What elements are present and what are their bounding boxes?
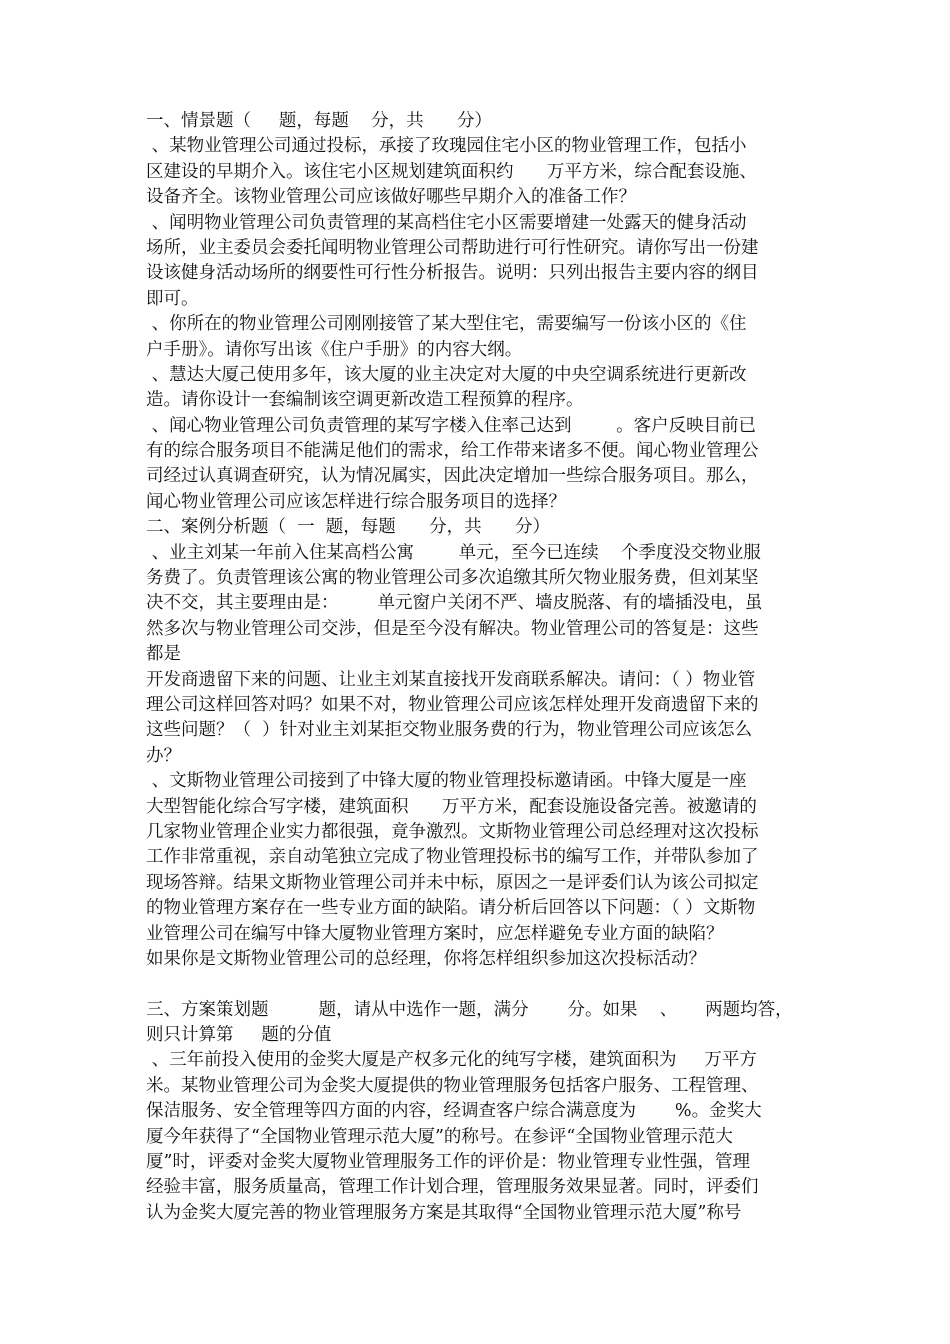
text-line: 、业主刘某一年前入住某高档公寓 单元，至今已连续 个季度没交物业服: [146, 542, 761, 563]
text-line: 办？: [146, 745, 181, 766]
text-line: 决不交，其主要理由是： 单元窗户关闭不严、墙皮脱落、有的墙插没电，虽: [146, 593, 763, 614]
text-line: 这些问题？（ ）针对业主刘某拒交物业服务费的行为，物业管理公司应该怎么: [146, 720, 753, 741]
text-line: 如果你是文斯物业管理公司的总经理，你将怎样组织参加这次投标活动？: [146, 948, 706, 969]
text-line: 二、案例分析题（ 一 题，每题 分，共 分）: [146, 517, 551, 538]
text-line: 现场答辩。结果文斯物业管理公司并未中标，原因之一是评委们认为该公司拟定: [146, 872, 759, 893]
document-body: [146, 109, 818, 1226]
text-line: 工作非常重视，亲自动笔独立完成了物业管理投标书的编写工作，并带队参加了: [146, 847, 759, 868]
text-line: 有的综合服务项目不能满足他们的需求，给工作带来诸多不便。闻心物业管理公: [146, 441, 759, 462]
text-line: 即可。: [146, 288, 199, 309]
text-line: 、慧达大厦己使用多年，该大厦的业主决定对大厦的中央空调系统进行更新改: [146, 364, 747, 385]
text-line: 设备齐全。该物业管理公司应该做好哪些早期介入的准备工作？: [146, 187, 636, 208]
text-line: 米。某物业管理公司为金奖大厦提供的物业管理服务包括客户服务、工程管理、: [146, 1075, 759, 1096]
text-line: 闻心物业管理公司应该怎样进行综合服务项目的选择？: [146, 491, 566, 512]
text-line: 、你所在的物业管理公司刚刚接管了某大型住宅，需要编写一份该小区的《住: [146, 314, 747, 335]
text-line: 、闻明物业管理公司负责管理的某高档住宅小区需要增建一处露天的健身活动: [146, 212, 747, 233]
text-line: 的物业管理方案存在一些专业方面的缺陷。请分析后回答以下问题：（ ）文斯物: [146, 898, 756, 919]
text-line: 都是: [146, 644, 181, 665]
text-line: 业管理公司在编写中锋大厦物业管理方案时，应怎样避免专业方面的缺陷？: [146, 923, 724, 944]
text-line: 、三年前投入使用的金奖大厦是产权多元化的纯写字楼，建筑面积为 万平方: [146, 1050, 757, 1071]
text-line: 则只计算第 题的分值: [146, 1025, 332, 1046]
text-line: 务费了。负责管理该公寓的物业管理公司多次追缴其所欠物业服务费，但刘某坚: [146, 568, 759, 589]
text-line: 保洁服务、安全管理等四方面的内容，经调查客户综合满意度为 %。金奖大: [146, 1101, 762, 1122]
text-line: 厦今年获得了“全国物业管理示范大厦”的称号。在参评“全国物业管理示范大: [146, 1126, 733, 1147]
text-line: 一、情景题（ 题，每题 分，共 分）: [146, 111, 492, 131]
text-line: 造。请你设计一套编制该空调更新改造工程预算的程序。: [146, 390, 584, 411]
text-line: 、某物业管理公司通过投标，承接了玫瑰园住宅小区的物业管理工作，包括小: [146, 136, 747, 157]
text-line: 、文斯物业管理公司接到了中锋大厦的物业管理投标邀请函。中锋大厦是一座: [146, 771, 747, 792]
text-line: 厦”时，评委对金奖大厦物业管理服务工作的评价是：物业管理专业性强，管理: [146, 1152, 750, 1173]
text-line: 然多次与物业管理公司交涉，但是至今没有解决。物业管理公司的答复是：这些: [146, 618, 759, 639]
text-line: 开发商遗留下来的问题、让业主刘某直接找开发商联系解决。请问：（ ）物业管: [146, 669, 756, 690]
text-line: 设该健身活动场所的纲要性可行性分析报告。说明：只列出报告主要内容的纲目: [146, 263, 759, 284]
text-line: 户手册》。请你写出该《住户手册》的内容大纲。: [146, 339, 523, 360]
text-line: 区建设的早期介入。该住宅小区规划建筑面积约 万平方米，综合配套设施、: [146, 161, 757, 182]
text-line: 三、方案策划题 题，请从中选作一题，满分 分。如果 、 两题均答，: [146, 999, 793, 1020]
text-line: 认为金奖大厦完善的物业管理服务方案是其取得“全国物业管理示范大厦”称号: [146, 1202, 742, 1223]
text-line: [146, 972, 818, 997]
text-line: 理公司这样回答对吗？如果不对，物业管理公司应该怎样处理开发商遗留下来的: [146, 694, 759, 715]
text-line: 、闻心物业管理公司负责管理的某写字楼入住率己达到 。客户反映目前已: [146, 415, 757, 436]
text-line: 场所，业主委员会委托闻明物业管理公司帮助进行可行性研究。请你写出一份建: [146, 237, 759, 258]
text-line: 大型智能化综合写字楼，建筑面积 万平方米，配套设施设备完善。被邀请的: [146, 796, 757, 817]
text-line: 几家物业管理企业实力都很强，竟争激烈。文斯物业管理公司总经理对这次投标: [146, 821, 759, 842]
text-line: 司经过认真调查研究，认为情况属实，因此决定增加一些综合服务项目。那么，: [146, 466, 759, 487]
text-line: 经验丰富，服务质量高，管理工作计划合理，管理服务效果显著。同时，评委们: [146, 1177, 759, 1198]
